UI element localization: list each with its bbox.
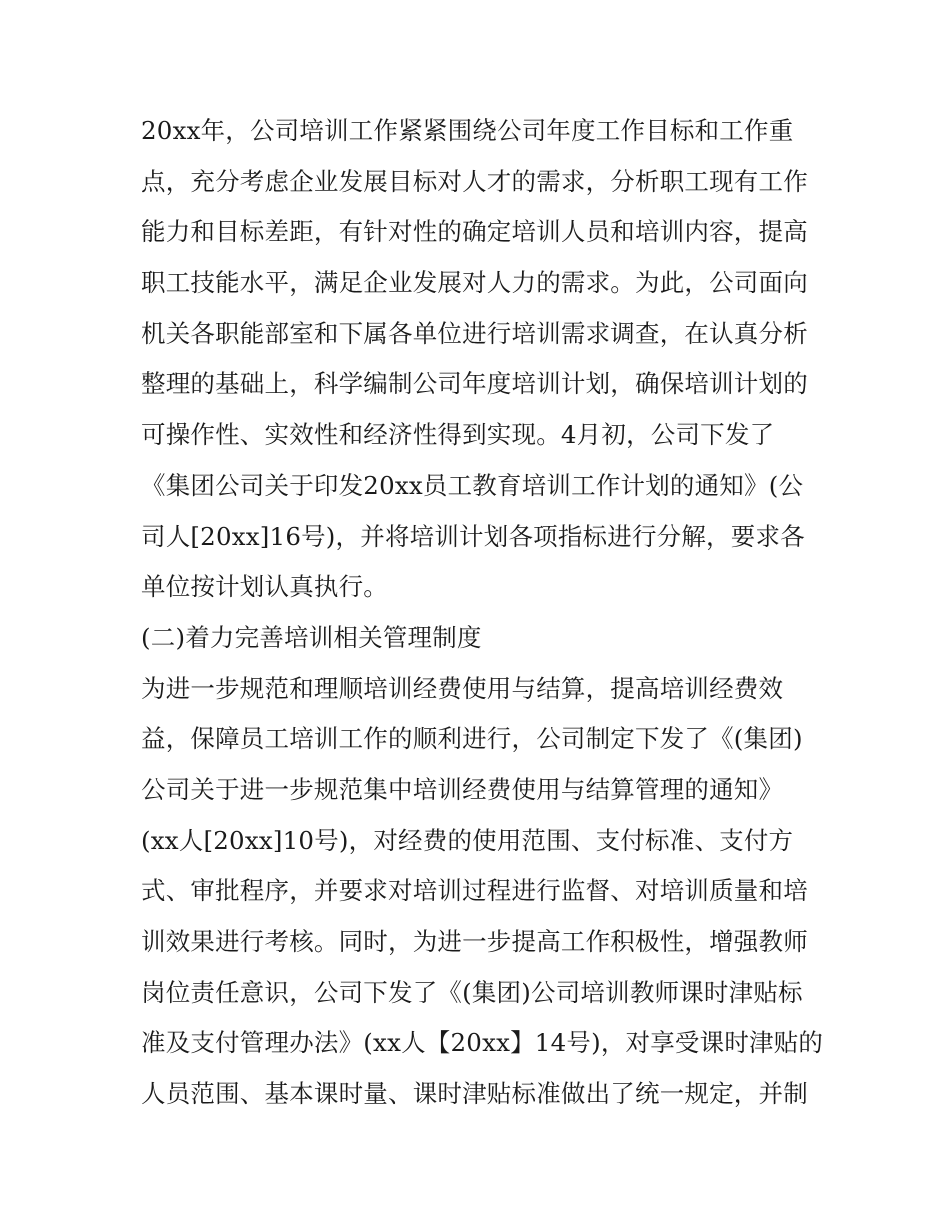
body-line-18: 岗位责任意识，公司下发了《(集团)公司培训教师课时津贴标 [141,977,803,1007]
body-line-19: 准及支付管理办法》(xx人【20xx】14号)，对享受课时津贴的 [141,1028,824,1058]
body-line-16: 式、审批程序，并要求对培训过程进行监督、对培训质量和培 [141,876,808,906]
body-line-5: 机关各职能部室和下属各单位进行培训需求调查，在认真分析 [141,318,808,348]
body-line-13: 益，保障员工培训工作的顺利进行，公司制定下发了《(集团) [141,724,803,754]
body-line-2: 点，充分考虑企业发展目标对人才的需求，分析职工现有工作 [141,166,808,196]
body-line-12: 为进一步规范和理顺培训经费使用与结算，提高培训经费效 [141,673,784,703]
body-line-17: 训效果进行考核。同时，为进一步提高工作积极性，增强教师 [141,927,808,956]
body-line-3: 能力和目标差距，有针对性的确定培训人员和培训内容，提高 [141,217,808,247]
body-line-10: 单位按计划认真执行。 [141,572,388,602]
body-line-8: 《集团公司关于印发20xx员工教育培训工作计划的通知》(公 [141,470,804,500]
section-heading: (二)着力完善培训相关管理制度 [141,622,482,652]
body-line-6: 整理的基础上，科学编制公司年度培训计划，确保培训计划的 [141,369,808,399]
body-line-14: 公司关于进一步规范集中培训经费使用与结算管理的通知》 [141,774,784,804]
body-line-7: 可操作性、实效性和经济性得到实现。4月初，公司下发了 [141,420,775,450]
body-line-4: 职工技能水平，满足企业发展对人力的需求。为此，公司面向 [141,268,808,298]
body-line-15: (xx人[20xx]10号)，对经费的使用范围、支付标准、支付方 [141,825,794,855]
body-line-1: 20xx年，公司培训工作紧紧围绕公司年度工作目标和工作重 [141,116,794,145]
body-line-20: 人员范围、基本课时量、课时津贴标准做出了统一规定，并制 [141,1079,808,1109]
body-line-9: 司人[20xx]16号)，并将培训计划各项指标进行分解，要求各 [141,521,805,551]
document-body [141,106,824,1120]
